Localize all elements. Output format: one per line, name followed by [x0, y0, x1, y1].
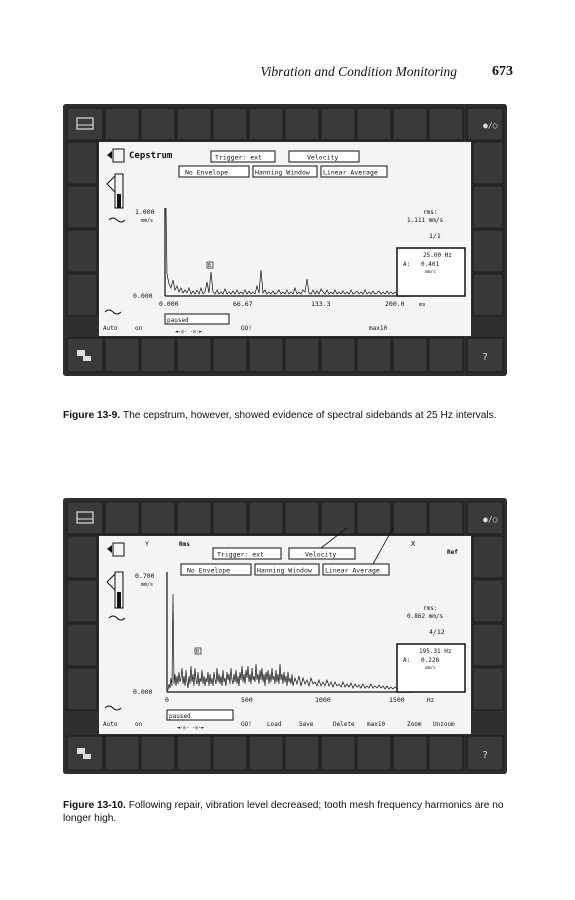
go-button[interactable]: GO! — [241, 721, 252, 728]
y-axis-bottom: 0.000 — [133, 688, 153, 696]
x-tick-1: 500 — [241, 696, 253, 704]
linear-average-label: Linear Average — [323, 168, 378, 177]
linear-average-button[interactable] — [323, 564, 389, 575]
x-tick-0: 0 — [165, 696, 169, 704]
help-key[interactable]: ? — [482, 352, 489, 363]
figure-caption-1 — [63, 410, 511, 423]
cursor-unit: mm/s — [425, 666, 436, 671]
y-channel-label: Y — [145, 540, 149, 548]
auto-label[interactable]: Auto — [103, 721, 118, 728]
trigger-label: Trigger: ext — [215, 153, 262, 162]
cursor-marker-label: B — [208, 263, 212, 269]
x-axis-unit: ms — [419, 302, 426, 308]
velocity-button[interactable] — [289, 151, 359, 162]
velocity-label: Velocity — [307, 153, 339, 162]
caption-label-1: Figure 13-9. — [63, 410, 121, 421]
cursor-value: 0.401 — [421, 261, 440, 268]
analyzer-screenshot-cepstrum — [63, 104, 507, 376]
cursor-a-label: A: — [403, 261, 411, 268]
status-box — [167, 710, 233, 720]
page-number: 673 — [492, 64, 513, 79]
plot-title: Cepstrum — [129, 151, 173, 161]
linear-average-label: Linear Average — [325, 566, 380, 575]
no-envelope-label: No Envelope — [187, 566, 231, 575]
running-header — [0, 64, 575, 84]
bottom-softkeys — [67, 338, 503, 372]
hanning-window-button[interactable] — [253, 166, 317, 177]
x-tick-0: 0.000 — [159, 300, 179, 308]
hanning-window-label: Hanning Window — [255, 168, 310, 177]
x-axis-unit: Hz — [427, 697, 435, 704]
velocity-button[interactable] — [289, 548, 355, 559]
x-channel-label: X — [411, 540, 416, 548]
caption-label-2: Figure 13-10. — [63, 800, 126, 811]
status-label: paused — [167, 317, 189, 324]
trigger-button[interactable] — [211, 151, 275, 162]
rms-label: rms: — [423, 209, 438, 216]
x-tick-3: 200.0 — [385, 300, 405, 308]
zoom-button[interactable]: Zoom — [407, 721, 422, 728]
hanning-window-button[interactable] — [255, 564, 319, 575]
x-tick-3: 1500 — [389, 696, 405, 704]
cursor-a-label: A: — [403, 657, 411, 664]
rms-value: 0.862 mm/s — [407, 613, 444, 620]
status-box — [165, 314, 229, 324]
x-tick-2: 1000 — [315, 696, 331, 704]
no-envelope-label: No Envelope — [185, 168, 229, 177]
y-axis-unit: mm/s — [141, 582, 154, 588]
cursor-unit: mm/s — [425, 270, 436, 275]
mode-label: Rms — [179, 541, 190, 548]
transport-controls[interactable]: ◄-◎- -◎-► — [177, 725, 205, 731]
max10-button[interactable]: max10 — [369, 325, 388, 332]
rms-label: rms: — [423, 605, 438, 612]
running-title: Vibration and Condition Monitoring — [260, 64, 457, 79]
help-key[interactable]: ? — [482, 750, 489, 761]
transport-controls[interactable]: ◄-◎- -◎-► — [175, 329, 203, 335]
ref-label: Ref — [447, 549, 458, 556]
on-label[interactable]: on — [135, 325, 143, 332]
no-envelope-button[interactable] — [179, 166, 249, 177]
status-label: paused — [169, 713, 191, 720]
average-count: 4/12 — [429, 628, 445, 636]
max10-button[interactable]: max10 — [367, 721, 386, 728]
cursor-frequency: 195.31 Hz — [419, 648, 452, 655]
go-button[interactable]: GO! — [241, 325, 252, 332]
hanning-window-label: Hanning Window — [257, 566, 312, 575]
caption-text-1: The cepstrum, however, showed evidence of spectral sidebands at 25 Hz intervals. — [122, 410, 497, 421]
top-softkeys — [67, 502, 503, 534]
cursor-readout-box — [397, 644, 465, 692]
no-envelope-button[interactable] — [181, 564, 251, 575]
y-axis-top: 1.000 — [135, 208, 155, 216]
top-softkeys — [67, 108, 503, 140]
y-axis-top: 0.700 — [135, 572, 155, 580]
average-count: 1/1 — [429, 232, 441, 240]
bottom-softkeys — [67, 736, 503, 770]
analyzer-screenshot-spectrum — [63, 498, 507, 774]
linear-average-button[interactable] — [321, 166, 387, 177]
velocity-label: Velocity — [305, 550, 337, 559]
y-axis-unit: mm/s — [141, 218, 154, 224]
on-label[interactable]: on — [135, 721, 143, 728]
x-tick-1: 66.67 — [233, 300, 253, 308]
figure-caption-2 — [63, 800, 511, 825]
cursor-frequency: 25.00 Hz — [423, 252, 452, 259]
load-button[interactable]: Load — [267, 721, 282, 728]
y-axis-bottom: 0.000 — [133, 292, 153, 300]
delete-button[interactable]: Delete — [333, 721, 355, 728]
power-toggle-key[interactable]: ●/○ — [483, 515, 498, 524]
rms-value: 1.111 mm/s — [407, 217, 444, 224]
caption-text-2: Following repair, vibration level decreased; tooth mesh frequency harmonics are no longer high. — [63, 800, 504, 824]
trigger-label: Trigger: ext — [217, 550, 264, 559]
save-button[interactable]: Save — [299, 721, 314, 728]
x-tick-2: 133.3 — [311, 300, 331, 308]
cursor-value: 0.228 — [421, 657, 440, 664]
cursor-marker-label: B — [196, 649, 200, 655]
cursor-readout-box — [397, 248, 465, 296]
power-toggle-key[interactable]: ●/○ — [483, 121, 498, 130]
auto-label[interactable]: Auto — [103, 325, 118, 332]
trigger-button[interactable] — [213, 548, 281, 559]
unzoom-button[interactable]: Unzoom — [433, 721, 455, 728]
